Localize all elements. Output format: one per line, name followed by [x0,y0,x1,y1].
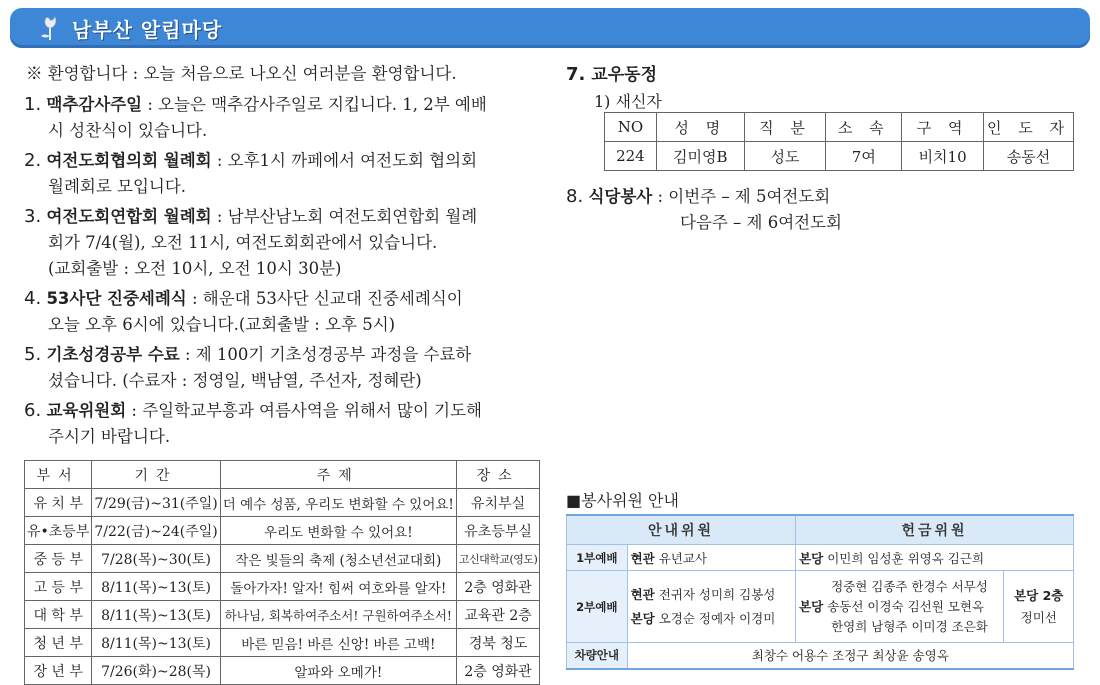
table-row [25,629,540,657]
table-cell: 7여 [826,142,902,171]
column-header: 소 속 [826,113,902,142]
table-cell: 하나님, 회복하여주소서! 구원하여주소서! [220,601,456,629]
table-row [567,643,1074,669]
volunteer-names: 전귀자 성미희 김봉성 [658,586,776,602]
item-heading: 여전도회협의회 월례회 [46,151,212,170]
table-cell: 유치부실 [456,489,539,517]
table-cell: 작은 빛들의 축제 (청소년선교대회) [220,545,456,573]
table-cell: 송동선 [984,142,1074,171]
table-cell: 8/11(목)~13(토) [92,573,220,601]
volunteers-title: ■봉사위원 안내 [566,491,679,510]
column-header: 장소 [456,461,539,489]
table-cell: 7/26(화)~28(목) [92,657,220,685]
table-cell: 돌아가자! 알자! 힘써 여호와를 알자! [220,573,456,601]
volunteer-names: 한영희 남형주 이미경 조은화 [831,618,988,634]
table-header-row [25,461,540,489]
item-heading: 맥추감사주일 [46,95,143,114]
item-number: 3. [24,206,42,227]
location-tag: 현관 [630,586,655,602]
tulip-icon [38,14,64,42]
location-tag: 본당 [799,598,824,614]
education-schedule-table [24,460,540,685]
item-text: : 주일학교부흥과 여름사역을 위해서 많이 기도해 [126,401,482,420]
item-number: 6. [24,400,42,421]
item-text: : 오늘은 맥추감사주일로 지킵니다. 1, 2부 예배 [142,95,487,114]
table-cell: 7/29(금)~31(주일) [92,489,220,517]
subsection-title: 1) 새신자 [594,92,662,111]
table-cell: 2층 영화관 [456,657,539,685]
volunteer-names: 오경순 정예자 이경미 [658,610,776,626]
item-number: 4. [24,288,42,309]
table-cell: 유•초등부 [25,517,92,545]
table-row [25,601,540,629]
column-header: 안내위원 [567,515,796,545]
table-cell: 경북 청도 [456,629,539,657]
item-number: 1. [24,94,42,115]
volunteers-table [566,514,1074,670]
item-number: 2. [24,150,42,171]
section-heading: 교우동정 [591,65,657,85]
announcement-item [24,398,544,450]
item-text-cont: 회가 7/4(월), 오전 11시, 여전도회회관에서 있습니다. [48,233,438,252]
column-header: 부서 [25,461,92,489]
location-tag: 본당 [630,610,655,626]
section-heading: 식당봉사 [588,187,653,206]
announcement-item [24,342,544,394]
table-cell: 청 년 부 [25,629,92,657]
announcement-item [24,92,544,144]
table-cell: 성도 [744,142,826,171]
table-cell: 중 등 부 [25,545,92,573]
item-text-cont: 시 성찬식이 있습니다. [48,121,208,140]
table-cell: 7/28(목)~30(토) [92,545,220,573]
table-row [25,573,540,601]
section-member-news [566,60,1086,118]
item-heading: 여전도회연합회 월례회 [46,207,212,226]
item-heading: 기초성경공부 수료 [46,345,180,364]
welcome-notice: ※ 환영합니다 : 오늘 처음으로 나오신 여러분을 환영합니다. [26,64,457,83]
section-text: : 이번주 – 제 5여전도회 [652,187,831,206]
section-number: 8. [566,186,584,207]
item-text: : 오후1시 까페에서 여전도회 협의회 [211,151,478,170]
table-cell: 유초등부실 [456,517,539,545]
table-cell: 2층 영화관 [456,573,539,601]
table-cell: 고 등 부 [25,573,92,601]
new-members-table [604,112,1074,171]
table-row [567,571,1074,643]
table-cell: 8/11(목)~13(토) [92,601,220,629]
table-cell: 8/11(목)~13(토) [92,629,220,657]
section-number: 7. [566,64,586,85]
volunteer-names: 유년교사 [658,550,708,566]
location-tag: 본당 2층 [1014,587,1064,603]
table-cell: 비치10 [902,142,984,171]
item-text: : 해운대 53사단 신교대 진중세례식이 [186,289,463,308]
table-row [605,142,1074,171]
column-header: 기간 [92,461,220,489]
volunteer-names: 송동선 이경숙 김선원 모현옥 [827,598,985,614]
volunteer-names: 최창수 어용수 조정구 최상윤 송영옥 [627,643,1073,669]
table-row [25,545,540,573]
location-tag: 본당 [799,550,824,566]
item-text-cont: 오늘 오후 6시에 있습니다.(교회출발 : 오후 5시) [48,315,396,334]
table-cell: 우리도 변화할 수 있어요! [220,517,456,545]
item-text-cont: 월례회로 모입니다. [48,177,187,196]
table-cell: 224 [605,142,657,171]
item-text-cont: (교회출발 : 오전 10시, 오전 10시 30분) [48,259,342,278]
item-text-cont: 주시기 바랍니다. [48,427,171,446]
table-row [25,517,540,545]
table-cell: 고신대학교(영도) [456,545,539,573]
column-header: 구 역 [902,113,984,142]
table-cell: 바른 믿음! 바른 신앙! 바른 고백! [220,629,456,657]
header-title: 남부산 알림마당 [72,18,223,42]
location-tag: 현관 [630,550,655,566]
item-text: : 남부산남노회 여전도회연합회 월례 [211,207,478,226]
table-cell: 장 년 부 [25,657,92,685]
table-row [25,657,540,685]
volunteer-names: 이민희 임성훈 위영옥 김근희 [827,550,985,566]
column-header: 헌금위원 [796,515,1074,545]
row-label: 1부예배 [567,545,628,571]
announcement-item [24,148,544,200]
column-header: 인 도 자 [984,113,1074,142]
item-heading: 53사단 진중세례식 [46,289,187,308]
section-header [10,8,1090,48]
table-cell: 유 치 부 [25,489,92,517]
column-header: 주제 [220,461,456,489]
item-number: 5. [24,344,42,365]
volunteer-names: 정미선 [1020,609,1057,625]
item-heading: 교육위원회 [46,401,127,420]
row-label: 2부예배 [567,571,628,643]
table-row [567,545,1074,571]
section-text-cont: 다음주 – 제 6여전도회 [680,213,842,232]
column-header: NO [605,113,657,142]
announcement-item [24,286,544,338]
table-cell: 대 학 부 [25,601,92,629]
table-cell: 교육관 2층 [456,601,539,629]
section-kitchen-service [566,184,842,236]
announcement-item [24,204,544,282]
table-row [25,489,540,517]
item-text-cont: 셨습니다. (수료자 : 정영일, 백남열, 주선자, 정혜란) [48,371,422,390]
table-cell: 7/22(금)~24(주일) [92,517,220,545]
table-cell: 더 예수 성품, 우리도 변화할 수 있어요! [220,489,456,517]
table-header-row [567,515,1074,545]
table-cell: 알파와 오메가! [220,657,456,685]
item-text: : 제 100기 기초성경공부 과정을 수료하 [179,345,472,364]
announcements-list [24,60,544,454]
column-header: 직 분 [744,113,826,142]
table-header-row [605,113,1074,142]
volunteer-names: 정중현 김종주 한경수 서무성 [831,578,988,594]
table-cell: 김미영B [656,142,744,171]
row-label: 차량안내 [567,643,628,669]
column-header: 성 명 [656,113,744,142]
